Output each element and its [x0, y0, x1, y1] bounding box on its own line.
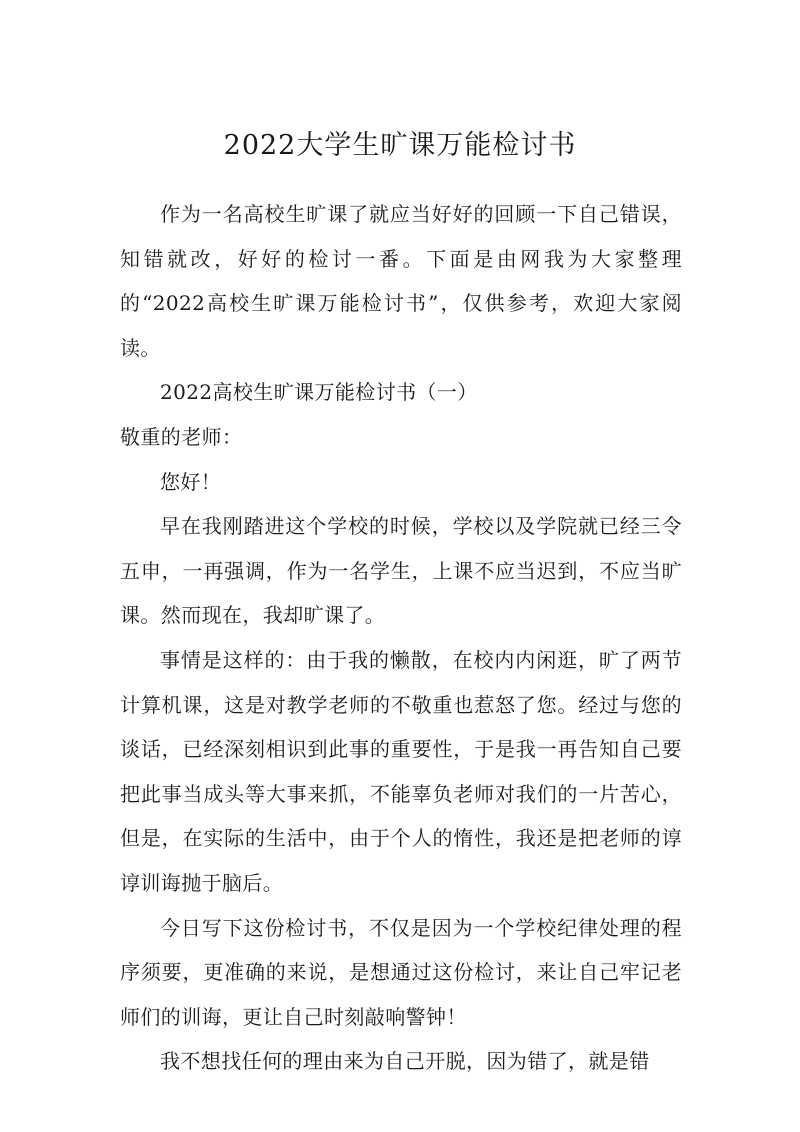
- document-title: 2022大学生旷课万能检讨书: [223, 130, 577, 161]
- paragraph-subtitle: 2022高校生旷课万能检讨书（一）: [160, 380, 478, 405]
- paragraph-body: 我不想找任何的理由来为自己开脱，因为错了，就是错: [160, 1049, 650, 1074]
- paragraph-salutation: 敬重的老师：: [120, 424, 243, 449]
- paragraph-intro: 作为一名高校生旷课了就应当好好的回顾一下自己错误，知错就改，好好的检讨一番。下面是由网我为大家整理的“2022高校生旷课万能检讨书”，仅供参考，欢迎大家阅读。: [120, 202, 682, 360]
- paragraph-body: 早在我刚踏进这个学校的时候，学校以及学院就已经三令五申，一再强调，作为一名学生，上课不应当迟到，不应当旷课。然而现在，我却旷课了。: [120, 514, 682, 628]
- paragraph-greeting: 您好！: [160, 469, 222, 494]
- paragraph-body: 事情是这样的：由于我的懒散，在校内内闲逛，旷了两节计算机课，这是对教学老师的不敬重也惹怒了您。经过与您的谈话，已经深刻相识到此事的重要性，于是我一再告知自己要把此事当成头等大事来抓，不能辜负老师对我们的一片苦心，但是，在实际的生活中，由于个人的惰性，我还是把老师的谆谆训诲抛于脑后。: [120, 647, 682, 895]
- paragraph-body: 今日写下这份检讨书，不仅是因为一个学校纪律处理的程序须要，更准确的来说，是想通过这份检讨，来让自己牢记老师们的训诲，更让自己时刻敲响警钟！: [120, 915, 682, 1029]
- document-body: [120, 192, 682, 1084]
